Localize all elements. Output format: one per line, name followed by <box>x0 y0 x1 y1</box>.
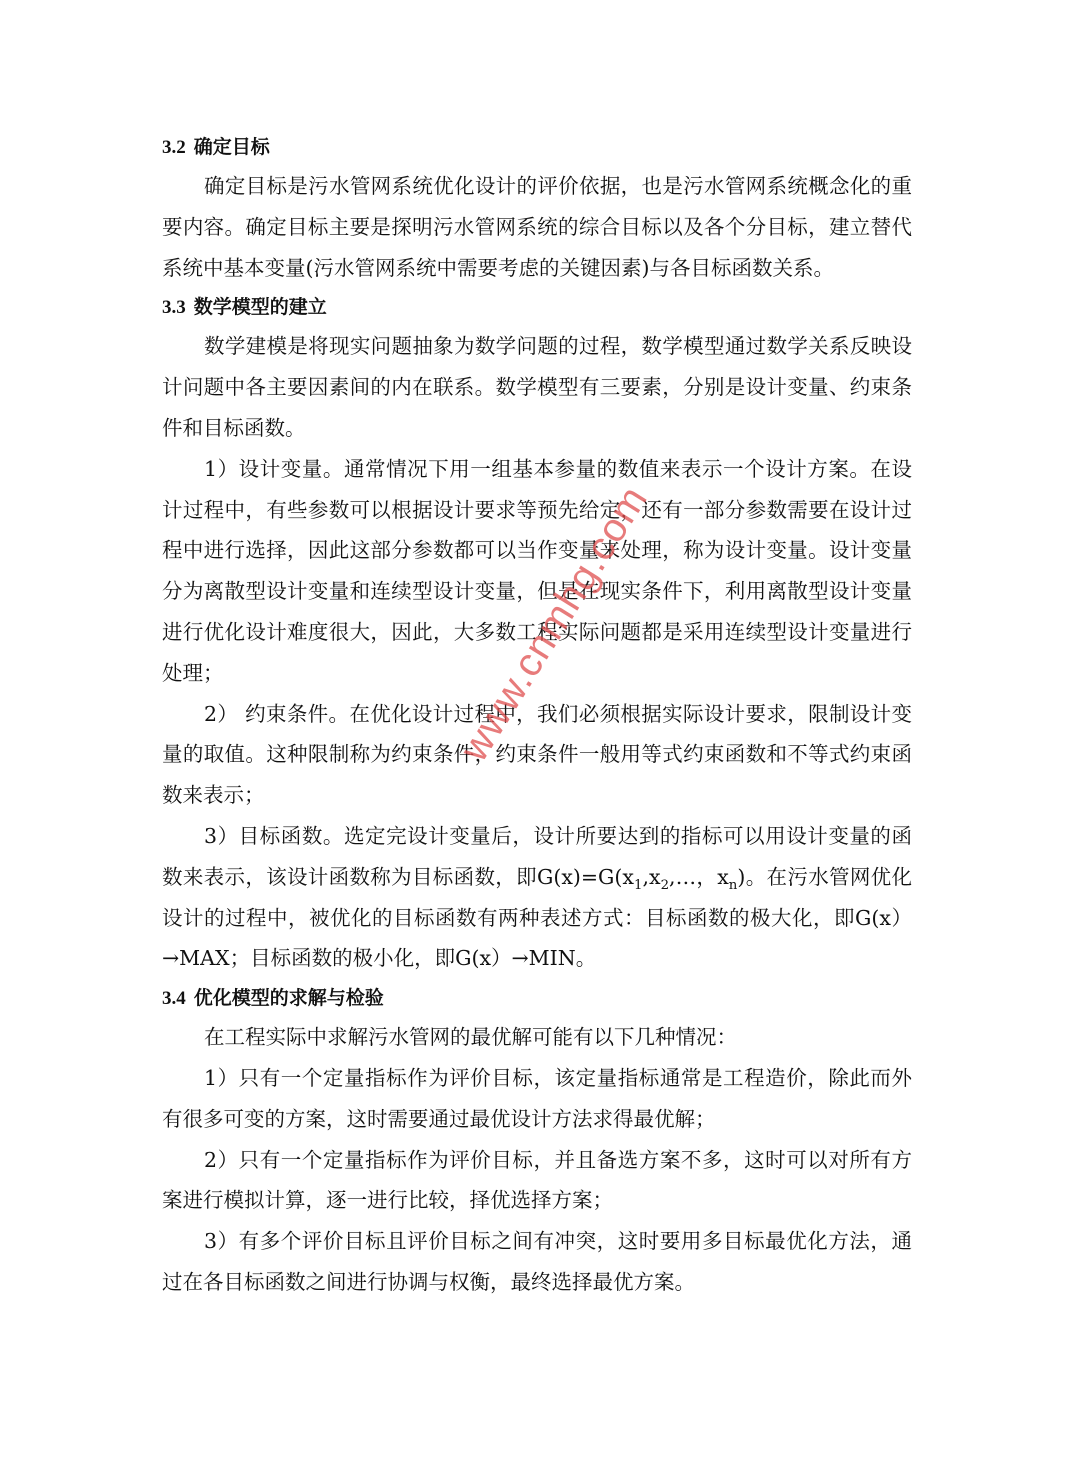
section-title: 确定目标 <box>193 136 270 158</box>
text-run: 3）目标函数。选定完设计变量后，设计所要达到的指标可以用设计变量的函数来表示，该设计函数称为目标函数，即G(x)=G(x <box>162 823 912 889</box>
paragraph-objective-function <box>162 816 912 979</box>
paragraph: 确定目标是污水管网系统优化设计的评价依据，也是污水管网系统概念化的重要内容。确定目标主要是探明污水管网系统的综合目标以及各个分目标，建立替代系统中基本变量(污水管网系统中需要考虑的关键因素)与各目标函数关系。 <box>162 174 912 280</box>
section-number: 3.2 <box>162 137 186 158</box>
section-heading-3-2 <box>162 128 912 166</box>
subscript: 1 <box>634 877 643 893</box>
subscript: 2 <box>660 877 670 893</box>
watermark: www.cnmhg.com <box>451 478 657 769</box>
section-title: 优化模型的求解与检验 <box>193 987 384 1010</box>
paragraph: 1）只有一个定量指标作为评价目标，该定量指标通常是工程造价，除此而外有很多可变的方案，这时需要通过最优设计方法求得最优解； <box>162 1065 912 1131</box>
section-number: 3.4 <box>162 988 186 1010</box>
section-number: 3.3 <box>162 297 186 319</box>
document-body <box>162 128 912 1303</box>
paragraph: 2） 约束条件。在优化设计过程中，我们必须根据实际设计要求，限制设计变量的取值。这种限制称为约束条件，约束条件一般用等式约束函数和不等式约束函数来表示； <box>162 701 912 808</box>
text-run: )。在污水管网优化设计的过程中，被优化的目标函数有两种表述方式：目标函数的极大化，即G(x）→MAX；目标函数的极小化，即G(x）→MIN。 <box>162 864 913 971</box>
section-title: 数学模型的建立 <box>193 296 327 319</box>
subscript: n <box>728 877 738 893</box>
paragraph: 3）有多个评价目标且评价目标之间有冲突，这时要用多目标最优化方法，通过在各目标函数之间进行协调与权衡，最终选择最优方案。 <box>162 1229 912 1294</box>
text-run: ,…，x <box>669 864 729 889</box>
paragraph: 2）只有一个定量指标作为评价目标，并且备选方案不多，这时可以对所有方案进行模拟计算，逐一进行比较，择优选择方案； <box>162 1147 912 1213</box>
paragraph: 1）设计变量。通常情况下用一组基本参量的数值来表示一个设计方案。在设计过程中，有些参数可以根据设计要求等预先给定，还有一部分参数需要在设计过程中进行选择，因此这部分参数都可以当作变量来处理，称为设计变量。设计变量分为离散型设计变量和连续型设计变量，但是在现实条件下，利用离散型设计变量进行优化设计难度很大，因此，大多数工程实际问题都是采用连续型设计变量进行处理； <box>162 456 912 685</box>
paragraph: 数学建模是将现实问题抽象为数学问题的过程，数学模型通过数学关系反映设计问题中各主要因素间的内在联系。数学模型有三要素，分别是设计变量、约束条件和目标函数。 <box>162 334 912 440</box>
text-run: ,x <box>642 864 661 889</box>
paragraph: 在工程实际中求解污水管网的最优解可能有以下几种情况： <box>204 1025 737 1050</box>
section-heading-3-4 <box>162 979 912 1017</box>
section-heading-3-3 <box>162 288 912 326</box>
